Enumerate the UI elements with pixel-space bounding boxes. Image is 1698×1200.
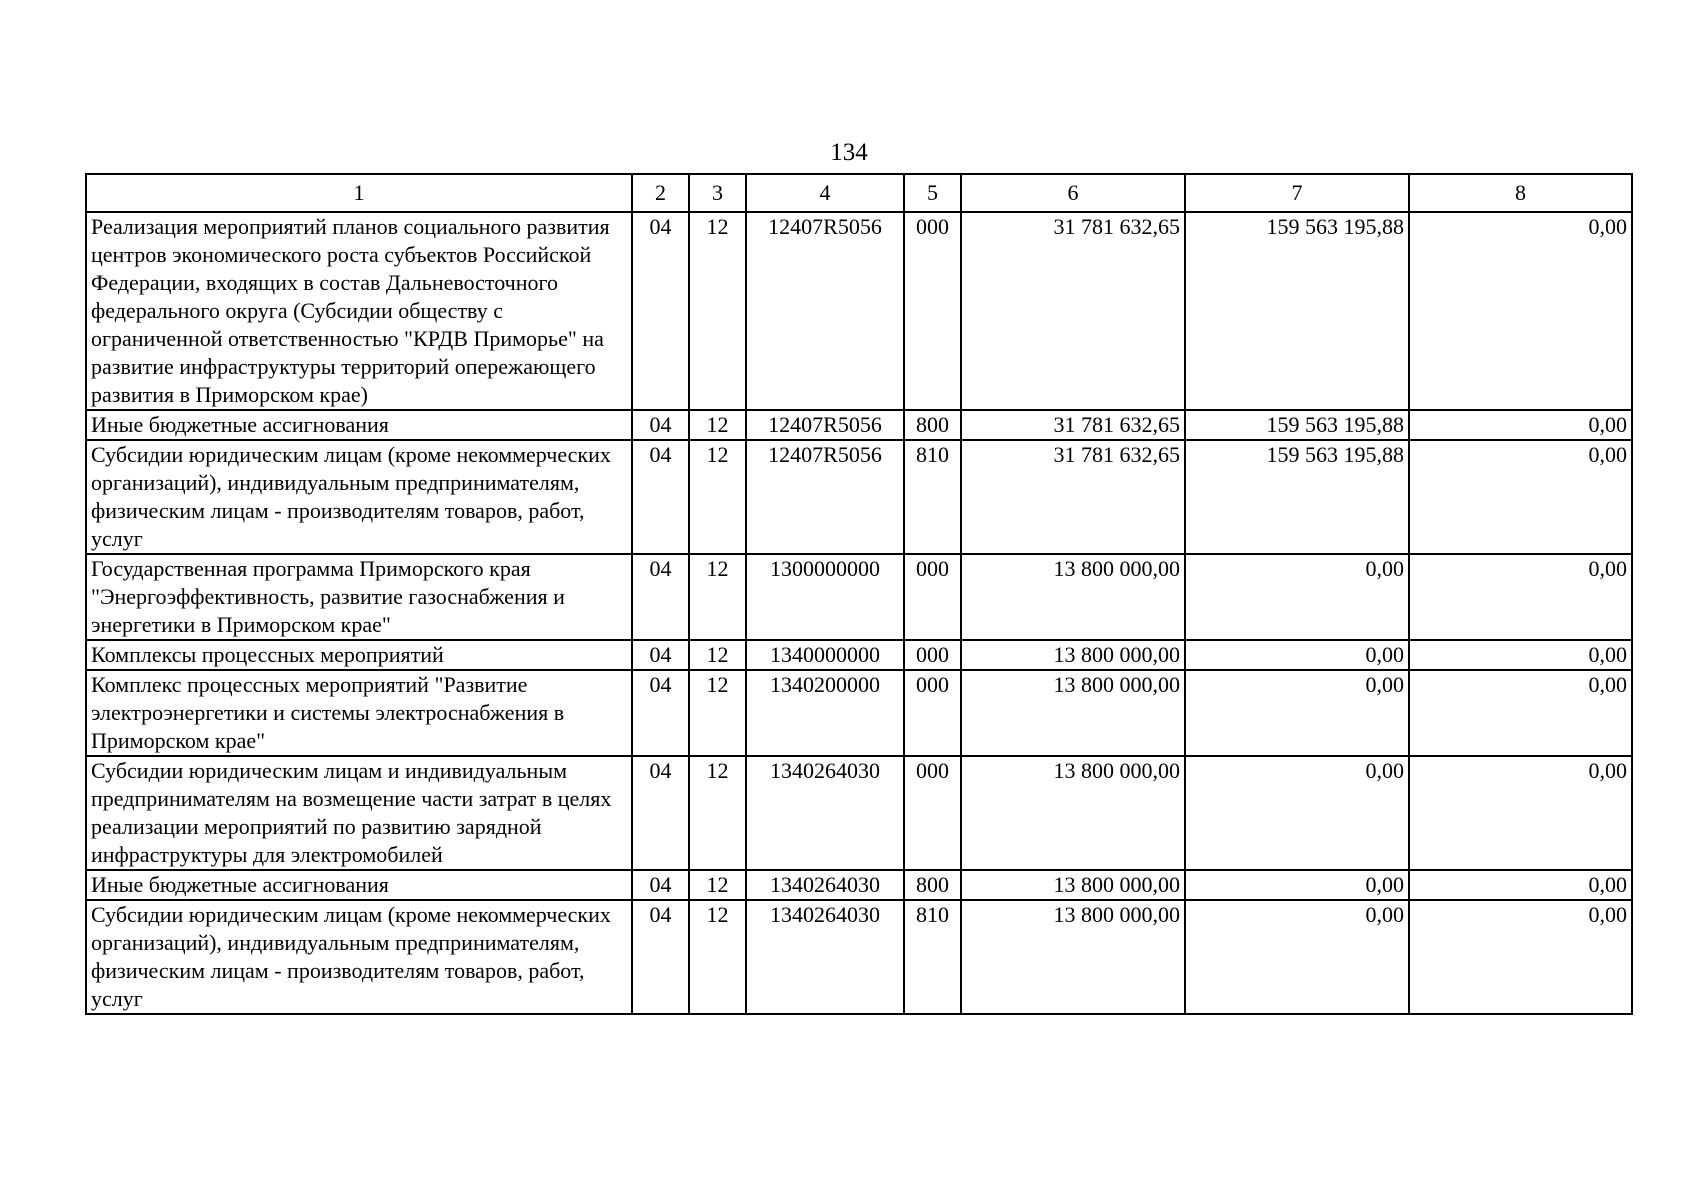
- amount-col7: 159 563 195,88: [1185, 212, 1409, 410]
- table-row: [86, 440, 1632, 554]
- section-code: 04: [632, 756, 689, 870]
- amount-col7: 0,00: [1185, 554, 1409, 640]
- section-code: 04: [632, 410, 689, 440]
- subsection-code: 12: [689, 870, 746, 900]
- amount-col8: 0,00: [1409, 410, 1632, 440]
- subsection-code: 12: [689, 900, 746, 1014]
- row-name: Государственная программа Приморского края "Энергоэффективность, развитие газоснабжения и энергетики в Приморском крае": [86, 554, 632, 640]
- row-name: Комплексы процессных мероприятий: [86, 640, 632, 670]
- target-article-code: 1340000000: [746, 640, 904, 670]
- row-name: Субсидии юридическим лицам (кроме некоммерческих организаций), индивидуальным предпринимателям, физическим лицам - производителям товаров, работ, услуг: [86, 900, 632, 1014]
- target-article-code: 1340264030: [746, 900, 904, 1014]
- table-row: [86, 670, 1632, 756]
- amount-col6: 13 800 000,00: [961, 900, 1185, 1014]
- amount-col8: 0,00: [1409, 900, 1632, 1014]
- page-number: 134: [830, 139, 868, 166]
- row-name: Субсидии юридическим лицам (кроме некоммерческих организаций), индивидуальным предпринимателям, физическим лицам - производителям товаров, работ, услуг: [86, 440, 632, 554]
- table-row: [86, 410, 1632, 440]
- expense-type-code: 800: [904, 410, 961, 440]
- column-header: 1: [86, 174, 632, 212]
- table-row: [86, 870, 1632, 900]
- section-code: 04: [632, 900, 689, 1014]
- column-header: 7: [1185, 174, 1409, 212]
- amount-col6: 13 800 000,00: [961, 640, 1185, 670]
- amount-col8: 0,00: [1409, 212, 1632, 410]
- subsection-code: 12: [689, 670, 746, 756]
- subsection-code: 12: [689, 756, 746, 870]
- amount-col7: 0,00: [1185, 670, 1409, 756]
- amount-col7: 159 563 195,88: [1185, 440, 1409, 554]
- row-name: Иные бюджетные ассигнования: [86, 410, 632, 440]
- row-name: Иные бюджетные ассигнования: [86, 870, 632, 900]
- amount-col6: 13 800 000,00: [961, 756, 1185, 870]
- section-code: 04: [632, 212, 689, 410]
- amount-col8: 0,00: [1409, 870, 1632, 900]
- amount-col8: 0,00: [1409, 640, 1632, 670]
- amount-col7: 159 563 195,88: [1185, 410, 1409, 440]
- target-article-code: 12407R5056: [746, 212, 904, 410]
- expense-type-code: 810: [904, 900, 961, 1014]
- amount-col8: 0,00: [1409, 554, 1632, 640]
- amount-col6: 13 800 000,00: [961, 670, 1185, 756]
- target-article-code: 12407R5056: [746, 440, 904, 554]
- expense-type-code: 800: [904, 870, 961, 900]
- table-row: [86, 756, 1632, 870]
- expense-type-code: 810: [904, 440, 961, 554]
- table-row: [86, 554, 1632, 640]
- subsection-code: 12: [689, 212, 746, 410]
- table-row: [86, 640, 1632, 670]
- target-article-code: 1340264030: [746, 756, 904, 870]
- amount-col8: 0,00: [1409, 756, 1632, 870]
- amount-col7: 0,00: [1185, 640, 1409, 670]
- amount-col6: 31 781 632,65: [961, 440, 1185, 554]
- column-header: 5: [904, 174, 961, 212]
- subsection-code: 12: [689, 410, 746, 440]
- header-row: [86, 174, 1632, 212]
- subsection-code: 12: [689, 554, 746, 640]
- expense-type-code: 000: [904, 640, 961, 670]
- table-row: [86, 900, 1632, 1014]
- subsection-code: 12: [689, 640, 746, 670]
- row-name: Комплекс процессных мероприятий "Развитие электроэнергетики и системы электроснабжения в Приморском крае": [86, 670, 632, 756]
- expense-type-code: 000: [904, 670, 961, 756]
- expense-type-code: 000: [904, 756, 961, 870]
- amount-col6: 31 781 632,65: [961, 410, 1185, 440]
- section-code: 04: [632, 870, 689, 900]
- section-code: 04: [632, 670, 689, 756]
- column-header: 3: [689, 174, 746, 212]
- target-article-code: 1340264030: [746, 870, 904, 900]
- amount-col7: 0,00: [1185, 756, 1409, 870]
- column-header: 2: [632, 174, 689, 212]
- amount-col8: 0,00: [1409, 670, 1632, 756]
- column-header: 8: [1409, 174, 1632, 212]
- table-row: [86, 212, 1632, 410]
- row-name: Субсидии юридическим лицам и индивидуальным предпринимателям на возмещение части затрат в целях реализации мероприятий по развитию зарядной инфраструктуры для электромобилей: [86, 756, 632, 870]
- subsection-code: 12: [689, 440, 746, 554]
- expense-type-code: 000: [904, 554, 961, 640]
- amount-col7: 0,00: [1185, 900, 1409, 1014]
- amount-col6: 31 781 632,65: [961, 212, 1185, 410]
- amount-col8: 0,00: [1409, 440, 1632, 554]
- row-name: Реализация мероприятий планов социального развития центров экономического роста субъектов Российской Федерации, входящих в состав Дальневосточного федерального округа (Субсидии обществу с ограниченной ответственностью "КРДВ Приморье" на развитие инфраструктуры территорий опережающего развития в Приморском крае): [86, 212, 632, 410]
- target-article-code: 1300000000: [746, 554, 904, 640]
- column-header: 4: [746, 174, 904, 212]
- amount-col6: 13 800 000,00: [961, 870, 1185, 900]
- target-article-code: 1340200000: [746, 670, 904, 756]
- amount-col7: 0,00: [1185, 870, 1409, 900]
- section-code: 04: [632, 440, 689, 554]
- expense-type-code: 000: [904, 212, 961, 410]
- amount-col6: 13 800 000,00: [961, 554, 1185, 640]
- section-code: 04: [632, 554, 689, 640]
- column-header: 6: [961, 174, 1185, 212]
- section-code: 04: [632, 640, 689, 670]
- target-article-code: 12407R5056: [746, 410, 904, 440]
- budget-table: [85, 173, 1633, 1015]
